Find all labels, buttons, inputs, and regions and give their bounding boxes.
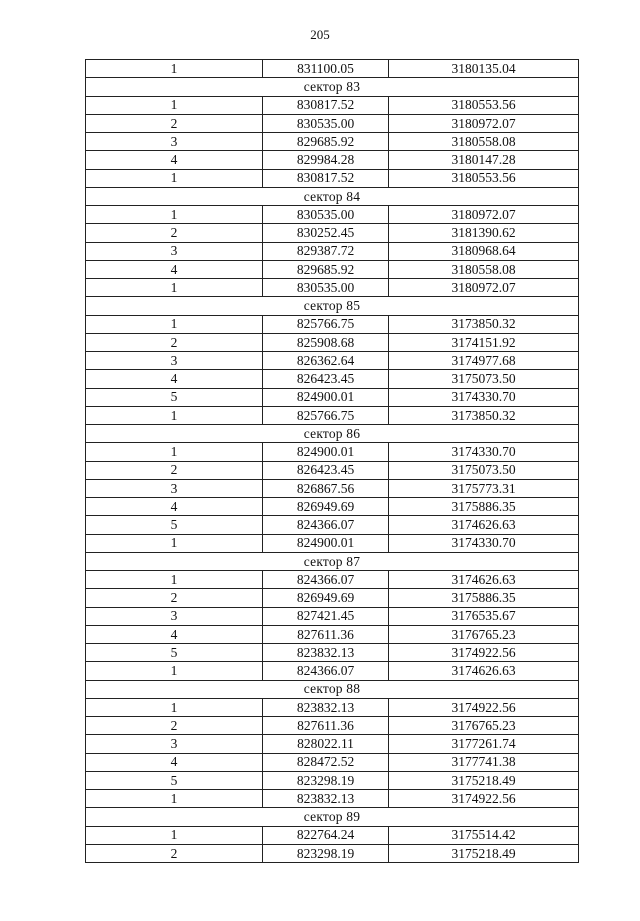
x-coordinate-cell: 825766.75 bbox=[263, 315, 389, 333]
point-number-cell: 1 bbox=[86, 60, 263, 78]
point-number-cell: 1 bbox=[86, 406, 263, 424]
sector-header-row bbox=[86, 78, 579, 96]
x-coordinate-cell: 830535.00 bbox=[263, 206, 389, 224]
point-row bbox=[86, 625, 579, 643]
x-coordinate-cell: 826423.45 bbox=[263, 461, 389, 479]
point-row bbox=[86, 717, 579, 735]
point-row bbox=[86, 406, 579, 424]
point-number-cell: 5 bbox=[86, 771, 263, 789]
point-row bbox=[86, 169, 579, 187]
y-coordinate-cell: 3174330.70 bbox=[389, 534, 579, 552]
point-number-cell: 4 bbox=[86, 498, 263, 516]
y-coordinate-cell: 3175218.49 bbox=[389, 844, 579, 862]
y-coordinate-cell: 3175073.50 bbox=[389, 370, 579, 388]
point-number-cell: 5 bbox=[86, 644, 263, 662]
y-coordinate-cell: 3173850.32 bbox=[389, 315, 579, 333]
sector-title: сектор 87 bbox=[86, 552, 579, 570]
x-coordinate-cell: 826867.56 bbox=[263, 479, 389, 497]
y-coordinate-cell: 3177261.74 bbox=[389, 735, 579, 753]
point-number-cell: 1 bbox=[86, 826, 263, 844]
y-coordinate-cell: 3180972.07 bbox=[389, 279, 579, 297]
y-coordinate-cell: 3176765.23 bbox=[389, 717, 579, 735]
x-coordinate-cell: 829387.72 bbox=[263, 242, 389, 260]
y-coordinate-cell: 3175514.42 bbox=[389, 826, 579, 844]
x-coordinate-cell: 827421.45 bbox=[263, 607, 389, 625]
point-number-cell: 2 bbox=[86, 461, 263, 479]
x-coordinate-cell: 824900.01 bbox=[263, 534, 389, 552]
point-number-cell: 5 bbox=[86, 388, 263, 406]
y-coordinate-cell: 3174626.63 bbox=[389, 662, 579, 680]
point-row bbox=[86, 644, 579, 662]
point-number-cell: 4 bbox=[86, 753, 263, 771]
point-row bbox=[86, 735, 579, 753]
point-number-cell: 1 bbox=[86, 96, 263, 114]
point-number-cell: 2 bbox=[86, 114, 263, 132]
point-number-cell: 4 bbox=[86, 260, 263, 278]
y-coordinate-cell: 3181390.62 bbox=[389, 224, 579, 242]
y-coordinate-cell: 3176765.23 bbox=[389, 625, 579, 643]
point-row bbox=[86, 698, 579, 716]
y-coordinate-cell: 3174626.63 bbox=[389, 516, 579, 534]
point-number-cell: 1 bbox=[86, 534, 263, 552]
page-number: 205 bbox=[310, 27, 330, 42]
point-number-cell: 3 bbox=[86, 133, 263, 151]
x-coordinate-cell: 823298.19 bbox=[263, 844, 389, 862]
point-number-cell: 3 bbox=[86, 242, 263, 260]
x-coordinate-cell: 824366.07 bbox=[263, 571, 389, 589]
sector-title: сектор 88 bbox=[86, 680, 579, 698]
point-number-cell: 1 bbox=[86, 571, 263, 589]
x-coordinate-cell: 830535.00 bbox=[263, 279, 389, 297]
x-coordinate-cell: 830535.00 bbox=[263, 114, 389, 132]
y-coordinate-cell: 3174151.92 bbox=[389, 333, 579, 351]
point-row bbox=[86, 844, 579, 862]
point-row bbox=[86, 224, 579, 242]
sector-title: сектор 86 bbox=[86, 425, 579, 443]
point-number-cell: 3 bbox=[86, 735, 263, 753]
point-number-cell: 1 bbox=[86, 315, 263, 333]
coordinates-table-body bbox=[86, 60, 579, 863]
point-row bbox=[86, 443, 579, 461]
y-coordinate-cell: 3180972.07 bbox=[389, 114, 579, 132]
point-row bbox=[86, 242, 579, 260]
x-coordinate-cell: 831100.05 bbox=[263, 60, 389, 78]
point-number-cell: 2 bbox=[86, 717, 263, 735]
x-coordinate-cell: 824366.07 bbox=[263, 516, 389, 534]
point-number-cell: 1 bbox=[86, 790, 263, 808]
x-coordinate-cell: 828022.11 bbox=[263, 735, 389, 753]
x-coordinate-cell: 824900.01 bbox=[263, 388, 389, 406]
point-row bbox=[86, 589, 579, 607]
point-row bbox=[86, 151, 579, 169]
point-number-cell: 3 bbox=[86, 479, 263, 497]
point-number-cell: 3 bbox=[86, 607, 263, 625]
point-number-cell: 1 bbox=[86, 206, 263, 224]
sector-header-row bbox=[86, 552, 579, 570]
x-coordinate-cell: 824900.01 bbox=[263, 443, 389, 461]
x-coordinate-cell: 826362.64 bbox=[263, 352, 389, 370]
x-coordinate-cell: 823832.13 bbox=[263, 790, 389, 808]
point-number-cell: 2 bbox=[86, 224, 263, 242]
point-row bbox=[86, 352, 579, 370]
point-row bbox=[86, 571, 579, 589]
y-coordinate-cell: 3175218.49 bbox=[389, 771, 579, 789]
x-coordinate-cell: 830252.45 bbox=[263, 224, 389, 242]
y-coordinate-cell: 3174977.68 bbox=[389, 352, 579, 370]
point-number-cell: 4 bbox=[86, 151, 263, 169]
x-coordinate-cell: 826423.45 bbox=[263, 370, 389, 388]
point-row bbox=[86, 60, 579, 78]
y-coordinate-cell: 3174330.70 bbox=[389, 443, 579, 461]
y-coordinate-cell: 3175886.35 bbox=[389, 589, 579, 607]
x-coordinate-cell: 829685.92 bbox=[263, 133, 389, 151]
point-number-cell: 1 bbox=[86, 698, 263, 716]
point-row bbox=[86, 790, 579, 808]
point-number-cell: 1 bbox=[86, 279, 263, 297]
point-row bbox=[86, 114, 579, 132]
y-coordinate-cell: 3180553.56 bbox=[389, 169, 579, 187]
y-coordinate-cell: 3174922.56 bbox=[389, 644, 579, 662]
x-coordinate-cell: 822764.24 bbox=[263, 826, 389, 844]
x-coordinate-cell: 828472.52 bbox=[263, 753, 389, 771]
x-coordinate-cell: 823832.13 bbox=[263, 644, 389, 662]
sector-header-row bbox=[86, 297, 579, 315]
point-row bbox=[86, 279, 579, 297]
x-coordinate-cell: 824366.07 bbox=[263, 662, 389, 680]
point-row bbox=[86, 826, 579, 844]
sector-header-row bbox=[86, 187, 579, 205]
point-number-cell: 2 bbox=[86, 844, 263, 862]
x-coordinate-cell: 826949.69 bbox=[263, 589, 389, 607]
point-number-cell: 1 bbox=[86, 169, 263, 187]
y-coordinate-cell: 3173850.32 bbox=[389, 406, 579, 424]
point-number-cell: 2 bbox=[86, 333, 263, 351]
point-row bbox=[86, 662, 579, 680]
sector-header-row bbox=[86, 425, 579, 443]
x-coordinate-cell: 825766.75 bbox=[263, 406, 389, 424]
sector-title: сектор 84 bbox=[86, 187, 579, 205]
point-number-cell: 4 bbox=[86, 370, 263, 388]
y-coordinate-cell: 3174626.63 bbox=[389, 571, 579, 589]
y-coordinate-cell: 3180135.04 bbox=[389, 60, 579, 78]
point-row bbox=[86, 133, 579, 151]
point-number-cell: 4 bbox=[86, 625, 263, 643]
point-row bbox=[86, 315, 579, 333]
sector-title: сектор 83 bbox=[86, 78, 579, 96]
point-number-cell: 2 bbox=[86, 589, 263, 607]
point-row bbox=[86, 388, 579, 406]
point-row bbox=[86, 607, 579, 625]
x-coordinate-cell: 823832.13 bbox=[263, 698, 389, 716]
x-coordinate-cell: 826949.69 bbox=[263, 498, 389, 516]
y-coordinate-cell: 3174922.56 bbox=[389, 790, 579, 808]
sector-title: сектор 89 bbox=[86, 808, 579, 826]
y-coordinate-cell: 3180147.28 bbox=[389, 151, 579, 169]
x-coordinate-cell: 823298.19 bbox=[263, 771, 389, 789]
y-coordinate-cell: 3175773.31 bbox=[389, 479, 579, 497]
point-number-cell: 1 bbox=[86, 443, 263, 461]
x-coordinate-cell: 827611.36 bbox=[263, 625, 389, 643]
x-coordinate-cell: 830817.52 bbox=[263, 96, 389, 114]
sector-title: сектор 85 bbox=[86, 297, 579, 315]
point-number-cell: 3 bbox=[86, 352, 263, 370]
point-number-cell: 1 bbox=[86, 662, 263, 680]
point-row bbox=[86, 534, 579, 552]
x-coordinate-cell: 827611.36 bbox=[263, 717, 389, 735]
y-coordinate-cell: 3174330.70 bbox=[389, 388, 579, 406]
point-row bbox=[86, 370, 579, 388]
point-row bbox=[86, 96, 579, 114]
y-coordinate-cell: 3180968.64 bbox=[389, 242, 579, 260]
y-coordinate-cell: 3174922.56 bbox=[389, 698, 579, 716]
y-coordinate-cell: 3180972.07 bbox=[389, 206, 579, 224]
point-row bbox=[86, 771, 579, 789]
y-coordinate-cell: 3175073.50 bbox=[389, 461, 579, 479]
y-coordinate-cell: 3180558.08 bbox=[389, 260, 579, 278]
point-row bbox=[86, 461, 579, 479]
point-number-cell: 5 bbox=[86, 516, 263, 534]
point-row bbox=[86, 498, 579, 516]
point-row bbox=[86, 206, 579, 224]
coordinates-table bbox=[85, 59, 579, 863]
y-coordinate-cell: 3180558.08 bbox=[389, 133, 579, 151]
y-coordinate-cell: 3176535.67 bbox=[389, 607, 579, 625]
y-coordinate-cell: 3175886.35 bbox=[389, 498, 579, 516]
sector-header-row bbox=[86, 808, 579, 826]
point-row bbox=[86, 479, 579, 497]
x-coordinate-cell: 829984.28 bbox=[263, 151, 389, 169]
point-row bbox=[86, 753, 579, 771]
y-coordinate-cell: 3177741.38 bbox=[389, 753, 579, 771]
x-coordinate-cell: 825908.68 bbox=[263, 333, 389, 351]
point-row bbox=[86, 333, 579, 351]
sector-header-row bbox=[86, 680, 579, 698]
x-coordinate-cell: 830817.52 bbox=[263, 169, 389, 187]
x-coordinate-cell: 829685.92 bbox=[263, 260, 389, 278]
point-row bbox=[86, 260, 579, 278]
point-row bbox=[86, 516, 579, 534]
y-coordinate-cell: 3180553.56 bbox=[389, 96, 579, 114]
